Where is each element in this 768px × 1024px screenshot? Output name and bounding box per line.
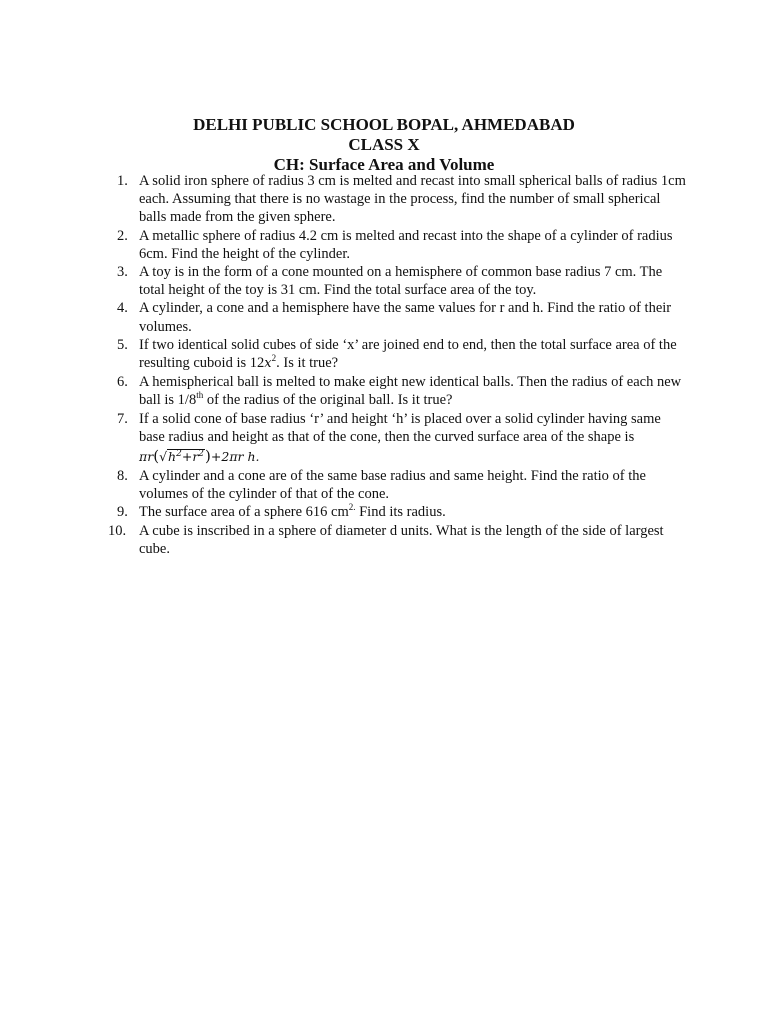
question-number: 6. (117, 374, 128, 391)
question-number: 9. (117, 504, 128, 521)
question-text: A cube is inscribed in a sphere of diameter d units. What is the length of the side of largest cube. (139, 522, 664, 557)
question-text-part: If two identical solid cubes of side ‘x’ are joined end to end, then the total surface area of the resulting cuboid is 12 (139, 336, 677, 372)
formula-h: h (168, 449, 177, 465)
class-label: CLASS X (348, 135, 420, 154)
formula-radicand (167, 449, 205, 464)
question-text-part: of the radius of the original ball. Is it true? (203, 392, 453, 409)
question-text: A metallic sphere of radius 4.2 cm is melted and recast into the shape of a cylinder of radius 6cm. Find the height of the cylinder. (139, 227, 673, 262)
question-text: A toy is in the form of a cone mounted on a hemisphere of common base radius 7 cm. The total height of the toy is 31 cm. Find the total surface area of the toy. (139, 264, 663, 299)
question-list (108, 172, 688, 558)
formula-open-paren: ( (153, 447, 160, 466)
question-item (108, 373, 688, 409)
question-item (108, 503, 688, 521)
formula-plus: + (181, 449, 193, 465)
question-number: 5. (117, 336, 128, 353)
question-text: If a solid cone of base radius ‘r’ and height ‘h’ is placed over a solid cylinder having same base radius and height as that of the cone, then the curved surface area of the shape is (139, 410, 661, 445)
question-text: A cylinder, a cone and a hemisphere have the same values for r and h. Find the ratio of their volumes. (139, 300, 672, 335)
superscript: 2 (271, 353, 277, 364)
question-number: 2. (117, 227, 128, 244)
formula-h-exponent: 2 (176, 448, 182, 459)
formula-pi-r: πr (139, 449, 154, 465)
question-item (108, 410, 688, 467)
question-text (139, 503, 688, 521)
question-number: 3. (117, 264, 128, 281)
formula-r: r (192, 449, 199, 465)
square-root-icon: √ (159, 449, 168, 465)
question-text-part: Find its radius. (355, 504, 446, 521)
question-text-part: . Is it true? (276, 355, 339, 372)
question-text-part: A hemispherical ball is melted to make eight new identical balls. Then the radius of each new ball is 1/8 (139, 374, 682, 409)
question-text: A solid iron sphere of radius 3 cm is melted and recast into small spherical balls of radius 1cm each. Assuming that there is no wastage in the process, find the number of small spherical balls made from the given sphere. (139, 173, 686, 226)
question-item (108, 172, 688, 227)
question-item (108, 467, 688, 503)
question-item (108, 263, 688, 299)
question-number: 8. (117, 468, 128, 485)
superscript: th (196, 390, 204, 401)
school-name: DELHI PUBLIC SCHOOL BOPAL, AHMEDABAD (193, 115, 575, 134)
formula-tail: +2πr h. (210, 449, 260, 465)
chapter-title: CH: Surface Area and Volume (273, 155, 495, 174)
question-number: 1. (117, 173, 128, 189)
question-item (108, 227, 688, 263)
math-variable: x (264, 356, 272, 372)
question-number: 10. (108, 522, 127, 539)
question-text (139, 336, 688, 373)
document-header (0, 115, 768, 175)
formula-close-paren: ) (205, 447, 211, 466)
question-text: A cylinder and a cone are of the same base radius and same height. Find the ratio of the volumes of the cylinder of that of the cone. (139, 468, 646, 503)
question-text-part: The surface area of a sphere 616 cm (139, 504, 349, 521)
question-item (108, 299, 688, 335)
question-item (108, 336, 688, 373)
superscript: 2. (348, 502, 356, 513)
question-item (108, 522, 688, 558)
question-number: 7. (117, 410, 128, 427)
formula-r-exponent: 2 (198, 448, 205, 459)
surface-area-formula (139, 446, 688, 467)
question-number: 4. (117, 300, 128, 317)
question-text (139, 373, 688, 409)
